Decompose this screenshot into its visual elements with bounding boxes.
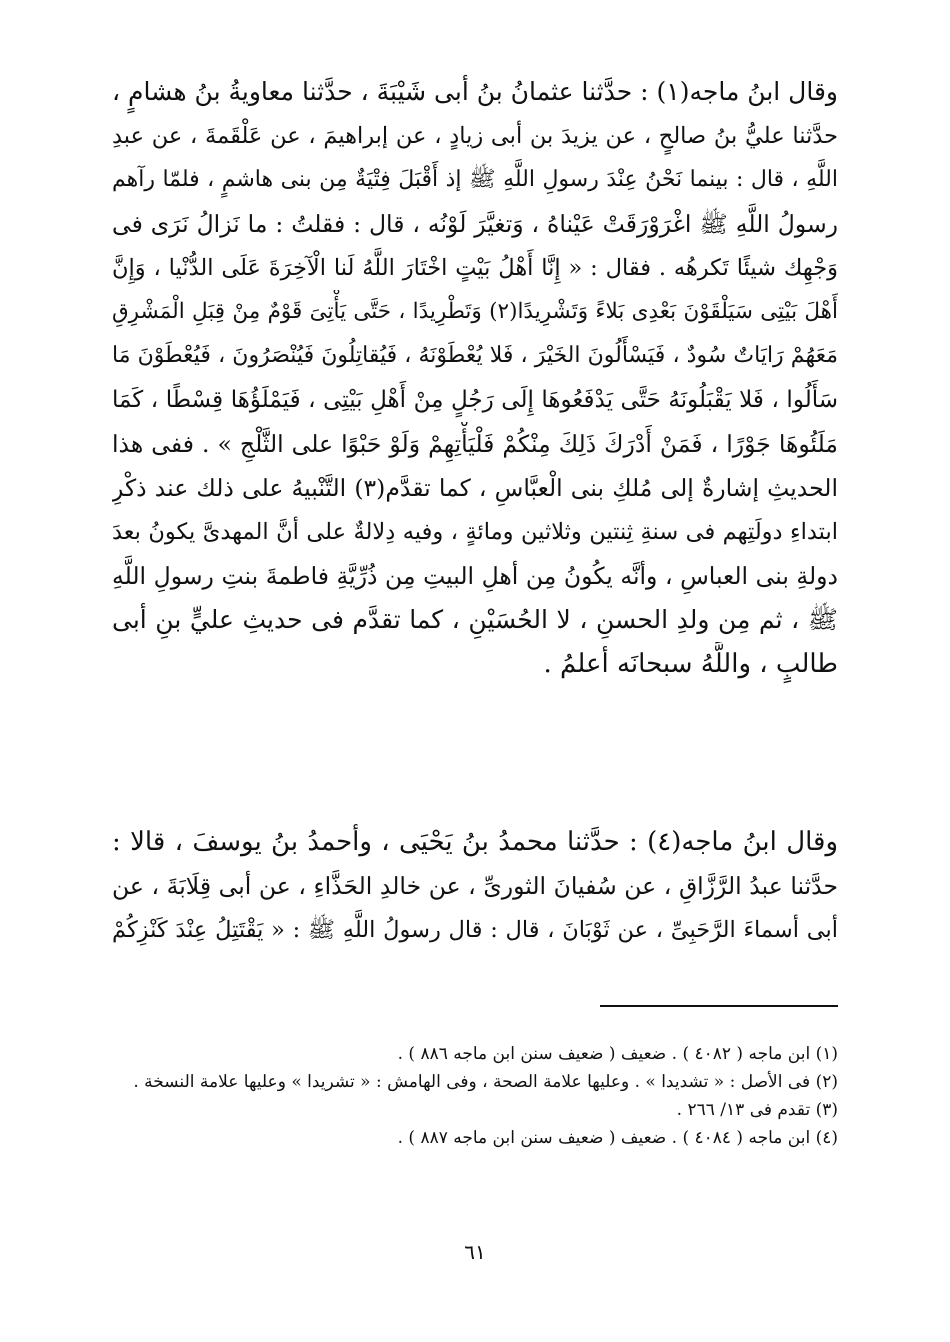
text-line: اللَّهِ ، قال : بينما نَحْنُ عِنْدَ رسولِ اللَّهِ ﷺ إذ أَقْبَلَ فِتْيَةٌ مِن بنى هاشمٍ ، فلمّا رآهم xyxy=(112,167,838,192)
text-line: أَهْلَ بَيْتِى سَيَلْقَوْنَ بَعْدِى بَلاءً وَتَشْرِيدًا(٢) وَتَطْرِيدًا ، حَتَّى يَأْتِىَ قَوْمٌ مِنْ قِبَلِ الْمَشْرِقِ xyxy=(112,299,838,324)
text-line: ابتداءِ دولَتِهم فى سنةِ ثِنتين وثلاثين ومائةٍ ، وفيه دِلالةٌ على أنَّ المهدىَّ يكونُ بعدَ xyxy=(112,519,838,545)
text-line: حدَّثنا عبدُ الرَّزَّاقِ ، عن سُفيانَ الثورىِّ ، عن خالدِ الحَذَّاءِ ، عن أبى قِلَابَةَ ، عن xyxy=(112,872,838,900)
text-line: سَأَلُوا ، فَلا يَقْبَلُونَهُ حَتَّى يَدْفَعُوهَا إِلَى رَجُلٍ مِنْ أَهْلِ بَيْتِى ، فَيَمْلَؤُهَا قِسْطًا ، كَمَا xyxy=(112,387,838,413)
text-line: مَلَئُوهَا جَوْرًا ، فَمَنْ أَدْرَكَ ذَلِكَ مِنْكُمْ فَلْيَأْتِهِمْ وَلَوْ حَبْوًا على الثَّلْجِ » . ففى هذا xyxy=(112,430,838,458)
text-line: أبى أسماءَ الرَّحَبِىِّ ، عن ثَوْبَانَ ، قال : قال رسولُ اللَّهِ ﷺ : « يَقْتَتِلُ عِنْدَ كَنْزِكُمْ xyxy=(112,917,838,943)
text-line: وَجْهِك شيئًا تَكرهُه . فقال : « إِنَّا أَهْلُ بَيْتٍ اخْتَارَ اللَّهُ لَنا الْآخِرَةَ عَلَى الدُّنْيا ، وَإِنَّ xyxy=(112,255,838,281)
footnote: (١) ابن ماجه ( ٤٠٨٢ ) . ضعيف ( ضعيف سنن ابن ماجه ٨٨٦ ) . xyxy=(397,1044,838,1064)
text-line: رسولُ اللَّهِ ﷺ اغْرَوْرَقَتْ عَيْناهُ ، وَتغيَّرَ لَوْنُه ، قال : فقلتُ : ما نَزالُ نَرَى فى xyxy=(112,210,838,238)
main-text-paragraph-2 xyxy=(112,820,838,952)
text-line: وقال ابنُ ماجه(٤) : حدَّثنا محمدُ بنُ يَحْيَى ، وأحمدُ بنُ يوسفَ ، قالا : xyxy=(112,827,838,857)
footnote: (٢) فى الأصل : « تشديدا » . وعليها علامة الصحة ، وفى الهامش : « تشريدا » وعليها علامة النسخة . xyxy=(133,1072,838,1092)
footnote-separator xyxy=(600,1005,838,1007)
text-line: وقال ابنُ ماجه(١) : حدَّثنا عثمانُ بنُ أبى شَيْبَةَ ، حدَّثنا معاويةُ بنُ هشامٍ ، xyxy=(112,77,838,106)
page-number: ٦١ xyxy=(464,1240,486,1264)
footnotes xyxy=(112,1040,838,1152)
footnote: (٤) ابن ماجه ( ٤٠٨٤ ) . ضعيف ( ضعيف سنن ابن ماجه ٨٨٧ ) . xyxy=(397,1128,838,1148)
text-line: دولةِ بنى العباسِ ، وأنَّه يكُونُ مِن أهلِ البيتِ مِن ذُرِّيَّةِ فاطمةَ بنتِ رسولِ اللَّهِ xyxy=(112,562,838,590)
text-line: حدَّثنا عليُّ بنُ صالحٍ ، عن يزيدَ بن أبى زيادٍ ، عن إبراهيمَ ، عن عَلْقَمةَ ، عن عبدِ xyxy=(112,123,838,149)
text-line: طالبٍ ، واللَّهُ سبحانَه أعلمُ . xyxy=(543,649,838,679)
text-line: ﷺ ، ثم مِن ولدِ الحسنِ ، لا الحُسَيْنِ ، كما تقدَّم فى حديثِ عليٍّ بنِ أبى xyxy=(112,605,838,634)
text-line: الحديثِ إشارةٌ إلى مُلكِ بنى الْعبَّاسِ ، كما تقدَّم(٣) التَّنْبيهُ على ذلك عند ذكْرِ xyxy=(112,474,838,502)
text-line: مَعَهُمْ رَايَاتٌ سُودٌ ، فَيَسْأَلُونَ الخَيْرَ ، فَلا يُعْطَوْنَهُ ، فَيُقاتِلُونَ فَيُنْصَرُونَ ، فَيُعْطَوْنَ مَا xyxy=(112,343,838,368)
main-text-paragraph-1 xyxy=(112,70,838,686)
footnote: (٣) تقدم فى ١٣/ ٢٦٦ . xyxy=(676,1100,838,1120)
